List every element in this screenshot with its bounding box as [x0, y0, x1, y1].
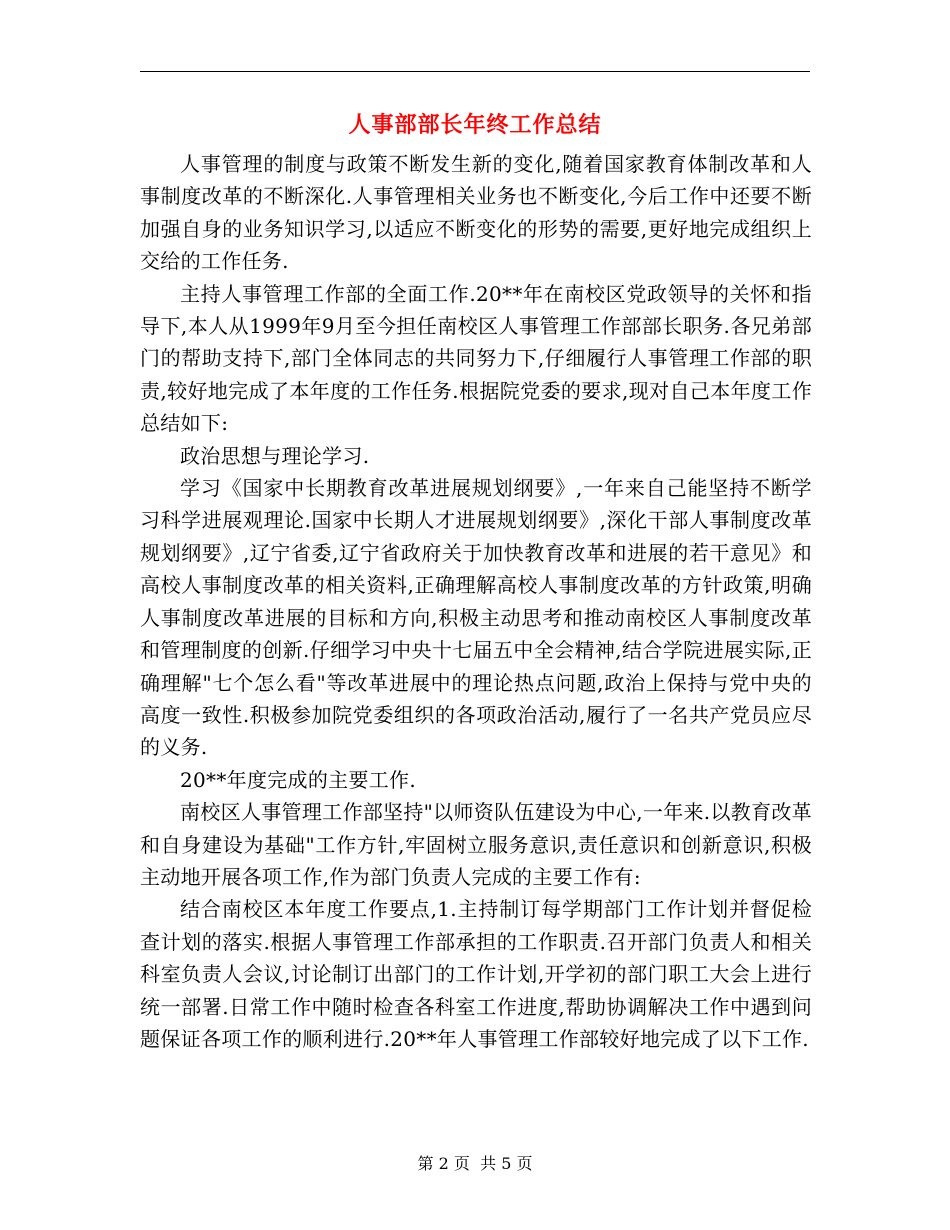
document-title: 人事部部长年终工作总结: [348, 112, 602, 138]
paragraph-political-study: 学习《国家中长期教育改革进展规划纲要》,一年来自己能坚持不断学习科学进展观理论.国家中长期人才进展规划纲要》,深化干部人事制度改革规划纲要》,辽宁省委,辽宁省政府关于加快教育改革和进展的若干意见》和高校人事制度改革的相关资料,正确理解高校人事制度改革的方针政策,明确人事制度改革进展的目标和方向,积极主动思考和推动南校区人事制度改革和管理制度的创新.仔细学习中央十七届五中全会精神,结合学院进展实际,正确理解"七个怎么看"等改革进展中的理论热点问题,政治上保持与党中央的高度一致性.积极参加院党委组织的各项政治活动,履行了一名共产党员应尽的义务.: [140, 476, 812, 760]
footer-total-pages: 5: [501, 1154, 512, 1173]
paragraph-work-policy: 南校区人事管理工作部坚持"以师资队伍建设为中心,一年来.以教育改革和自身建设为基础"工作方针,牢固树立服务意识,责任意识和创新意识,积极主动地开展各项工作,作为部门负责人完成的主要工作有:: [140, 800, 812, 889]
paragraph-intro: 人事管理的制度与政策不断发生新的变化,随着国家教育体制改革和人事制度改革的不断深化.人事管理相关业务也不断变化,今后工作中还要不断加强自身的业务知识学习,以适应不断变化的形势的需要,更好地完成组织上交给的工作任务.: [140, 152, 812, 274]
document-body: [140, 148, 812, 1055]
page-footer: [0, 1152, 950, 1176]
footer-current-page: 2: [438, 1154, 449, 1173]
header-rule: [140, 71, 810, 72]
paragraph-responsibilities: 主持人事管理工作部的全面工作.20**年在南校区党政领导的关怀和指导下,本人从1999年9月至今担任南校区人事管理工作部部长职务.各兄弟部门的帮助支持下,部门全体同志的共同努力下,仔细履行人事管理工作部的职责,较好地完成了本年度的工作任务.根据院党委的要求,现对自己本年度工作总结如下:: [140, 281, 812, 436]
section-heading-political-study: 政治思想与理论学习.: [180, 443, 370, 468]
paragraph-work-plan: 结合南校区本年度工作要点,1.主持制订每学期部门工作计划并督促检查计划的落实.根据人事管理工作部承担的工作职责.召开部门负责人和相关科室负责人会议,讨论制订出部门的工作计划,开学初的部门职工大会上进行统一部署.日常工作中随时检查各科室工作进度,帮助协调解决工作中遇到问题保证各项工作的顺利进行.20**年人事管理工作部较好地完成了以下工作.: [140, 897, 812, 1051]
footer-suffix: 页: [516, 1154, 533, 1173]
section-heading-main-work: 20**年度完成的主要工作.: [180, 767, 417, 792]
footer-prefix: 第: [417, 1154, 434, 1173]
footer-middle: 页 共: [453, 1154, 497, 1173]
